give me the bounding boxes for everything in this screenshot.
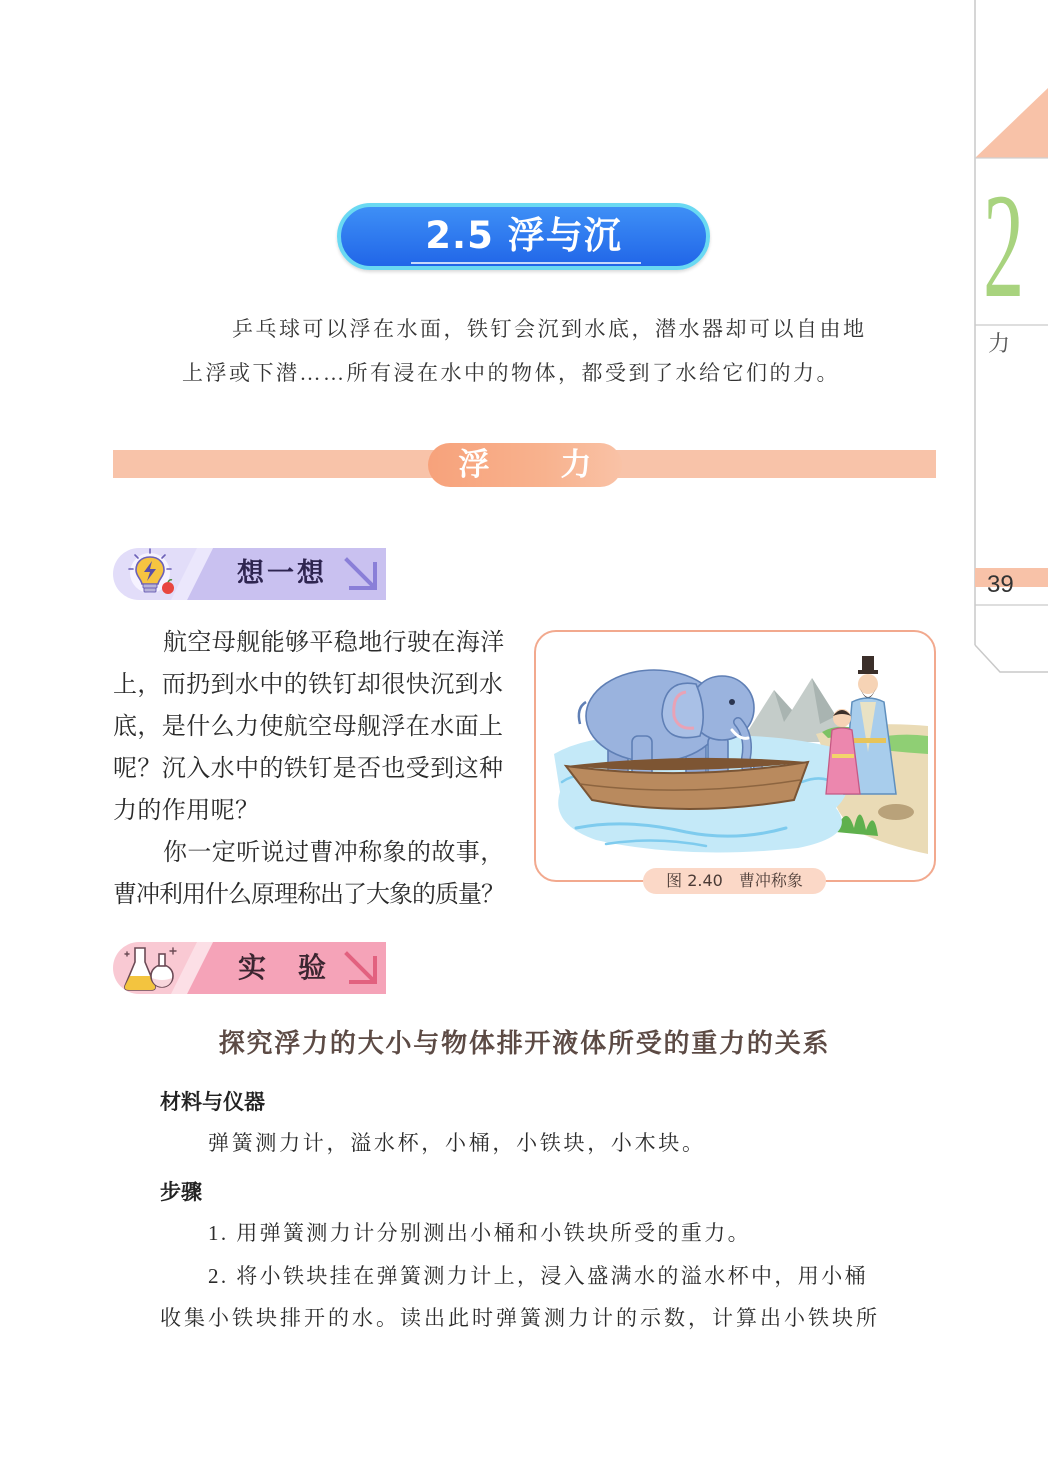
figure-caption-pill [643, 868, 826, 894]
lesson-title: 2.5 浮与沉 [425, 214, 622, 257]
chapter-tab-triangle [975, 88, 1048, 158]
steps-heading: 步骤 [160, 1180, 202, 1204]
chapter-tab-corner [975, 645, 1048, 672]
section-title-pill [428, 443, 622, 487]
materials-heading: 材料与仪器 [160, 1090, 265, 1114]
step-line: 收集小铁块排开的水。读出此时弹簧测力计的示数，计算出小铁块所 [160, 1306, 880, 1330]
step-line: 1. 用弹簧测力计分别测出小桶和小铁块所受的重力。 [208, 1221, 751, 1245]
think-paragraph-line: 力的作用呢？ [113, 796, 260, 824]
figure-caption: 图 2.40 曹冲称象 [666, 871, 803, 890]
intro-line: 乒乓球可以浮在水面，铁钉会沉到水底，潜水器却可以自由地 [232, 317, 867, 341]
boat [566, 758, 808, 809]
figure-frame [534, 630, 936, 882]
figure-illustration [536, 632, 936, 882]
chapter-number: 2 [983, 163, 1025, 329]
lesson-title-banner [337, 203, 710, 270]
title-underline [411, 262, 641, 264]
think-paragraph-line: 航空母舰能够平稳地行驶在海洋 [163, 628, 505, 656]
think-paragraph-line: 上，而扔到水中的铁钉却很快沉到水 [113, 670, 504, 698]
experiment-title: 探究浮力的大小与物体排开液体所受的重力的关系 [218, 1029, 831, 1059]
page-number: 39 [987, 571, 1014, 598]
think-label [113, 548, 386, 600]
chapter-title: 力 [988, 332, 1011, 357]
think-paragraph-line: 曹冲利用什么原理称出了大象的质量？ [113, 880, 504, 908]
think-label-text: 想一想 [237, 558, 327, 589]
intro-line: 上浮或下潜……所有浸在水中的物体，都受到了水给它们的力。 [182, 361, 840, 385]
think-paragraph-line: 呢？沉入水中的铁钉是否也受到这种 [113, 754, 504, 782]
experiment-label-text: 实 验 [238, 951, 329, 984]
step-line: 2. 将小铁块挂在弹簧测力计上，浸入盛满水的溢水杯中，用小桶 [208, 1264, 868, 1288]
think-paragraph-line: 你一定听说过曹冲称象的故事， [163, 838, 505, 866]
experiment-label [113, 942, 386, 994]
materials-text: 弹簧测力计，溢水杯，小桶，小铁块，小木块。 [208, 1131, 706, 1155]
section-title: 浮 力 [458, 447, 612, 483]
think-paragraph-line: 底，是什么力使航空母舰浮在水面上 [113, 712, 504, 740]
